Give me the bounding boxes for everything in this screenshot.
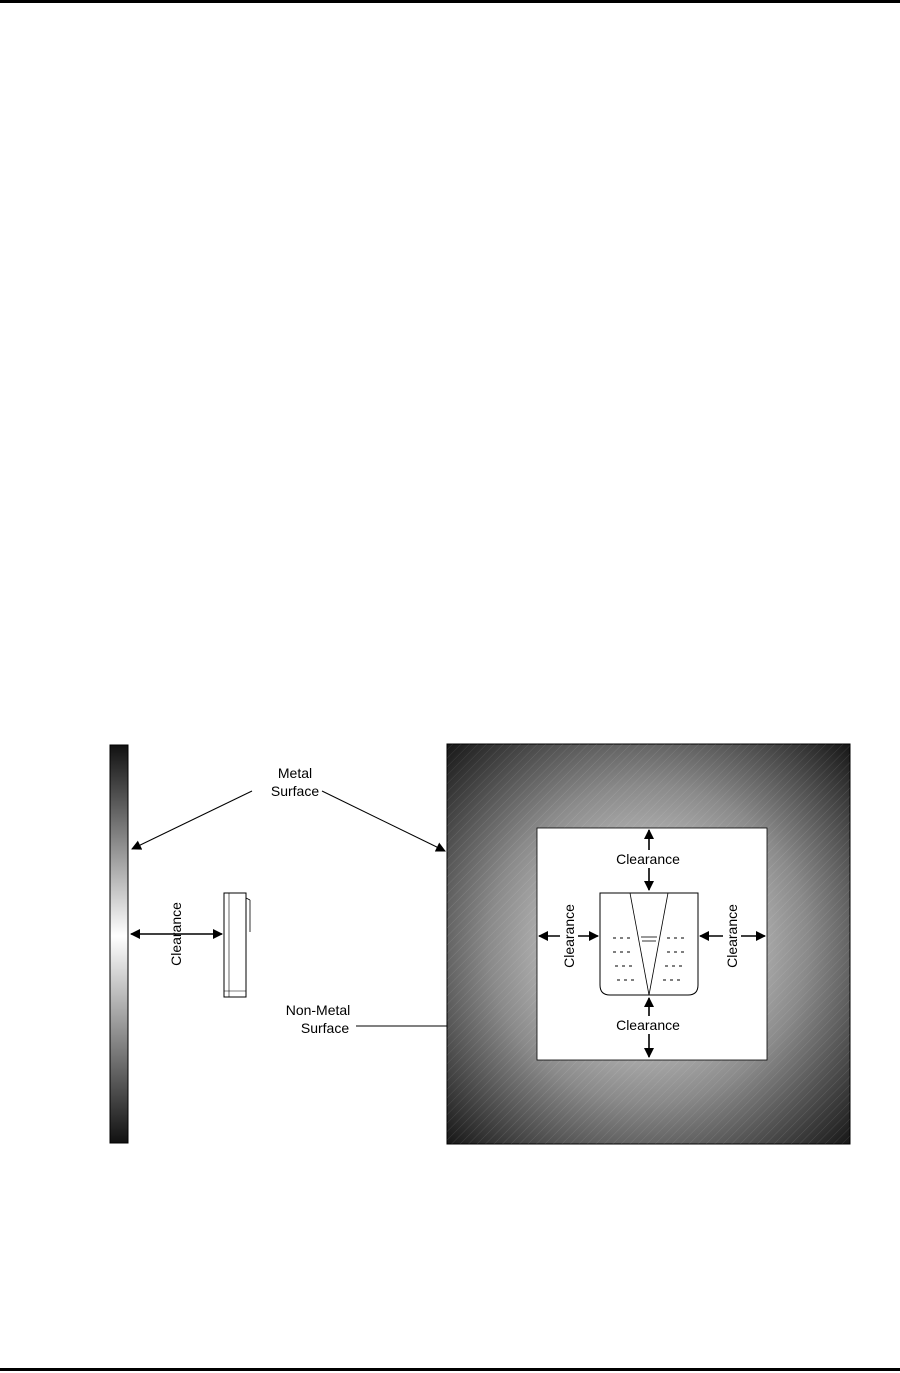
metal-surface-leader-left bbox=[132, 791, 252, 849]
reader-front-view bbox=[600, 893, 698, 995]
bottom-clearance-label: Clearance bbox=[616, 1017, 680, 1033]
left-clearance-label: Clearance bbox=[561, 904, 577, 968]
metal-surface-label-line1: Metal bbox=[277, 765, 313, 781]
metal-surface-leader-right bbox=[322, 791, 445, 851]
non-metal-surface-label-line2: Surface bbox=[300, 1020, 350, 1036]
metal-surface-strip bbox=[110, 745, 128, 1143]
non-metal-surface-label-line1: Non-Metal bbox=[285, 1002, 351, 1018]
metal-surface-label-line2: Surface bbox=[270, 783, 320, 799]
side-clearance-label: Clearance bbox=[168, 902, 184, 966]
right-clearance-label: Clearance bbox=[724, 904, 740, 968]
reader-side-view bbox=[224, 893, 250, 997]
top-clearance-label: Clearance bbox=[616, 851, 680, 867]
